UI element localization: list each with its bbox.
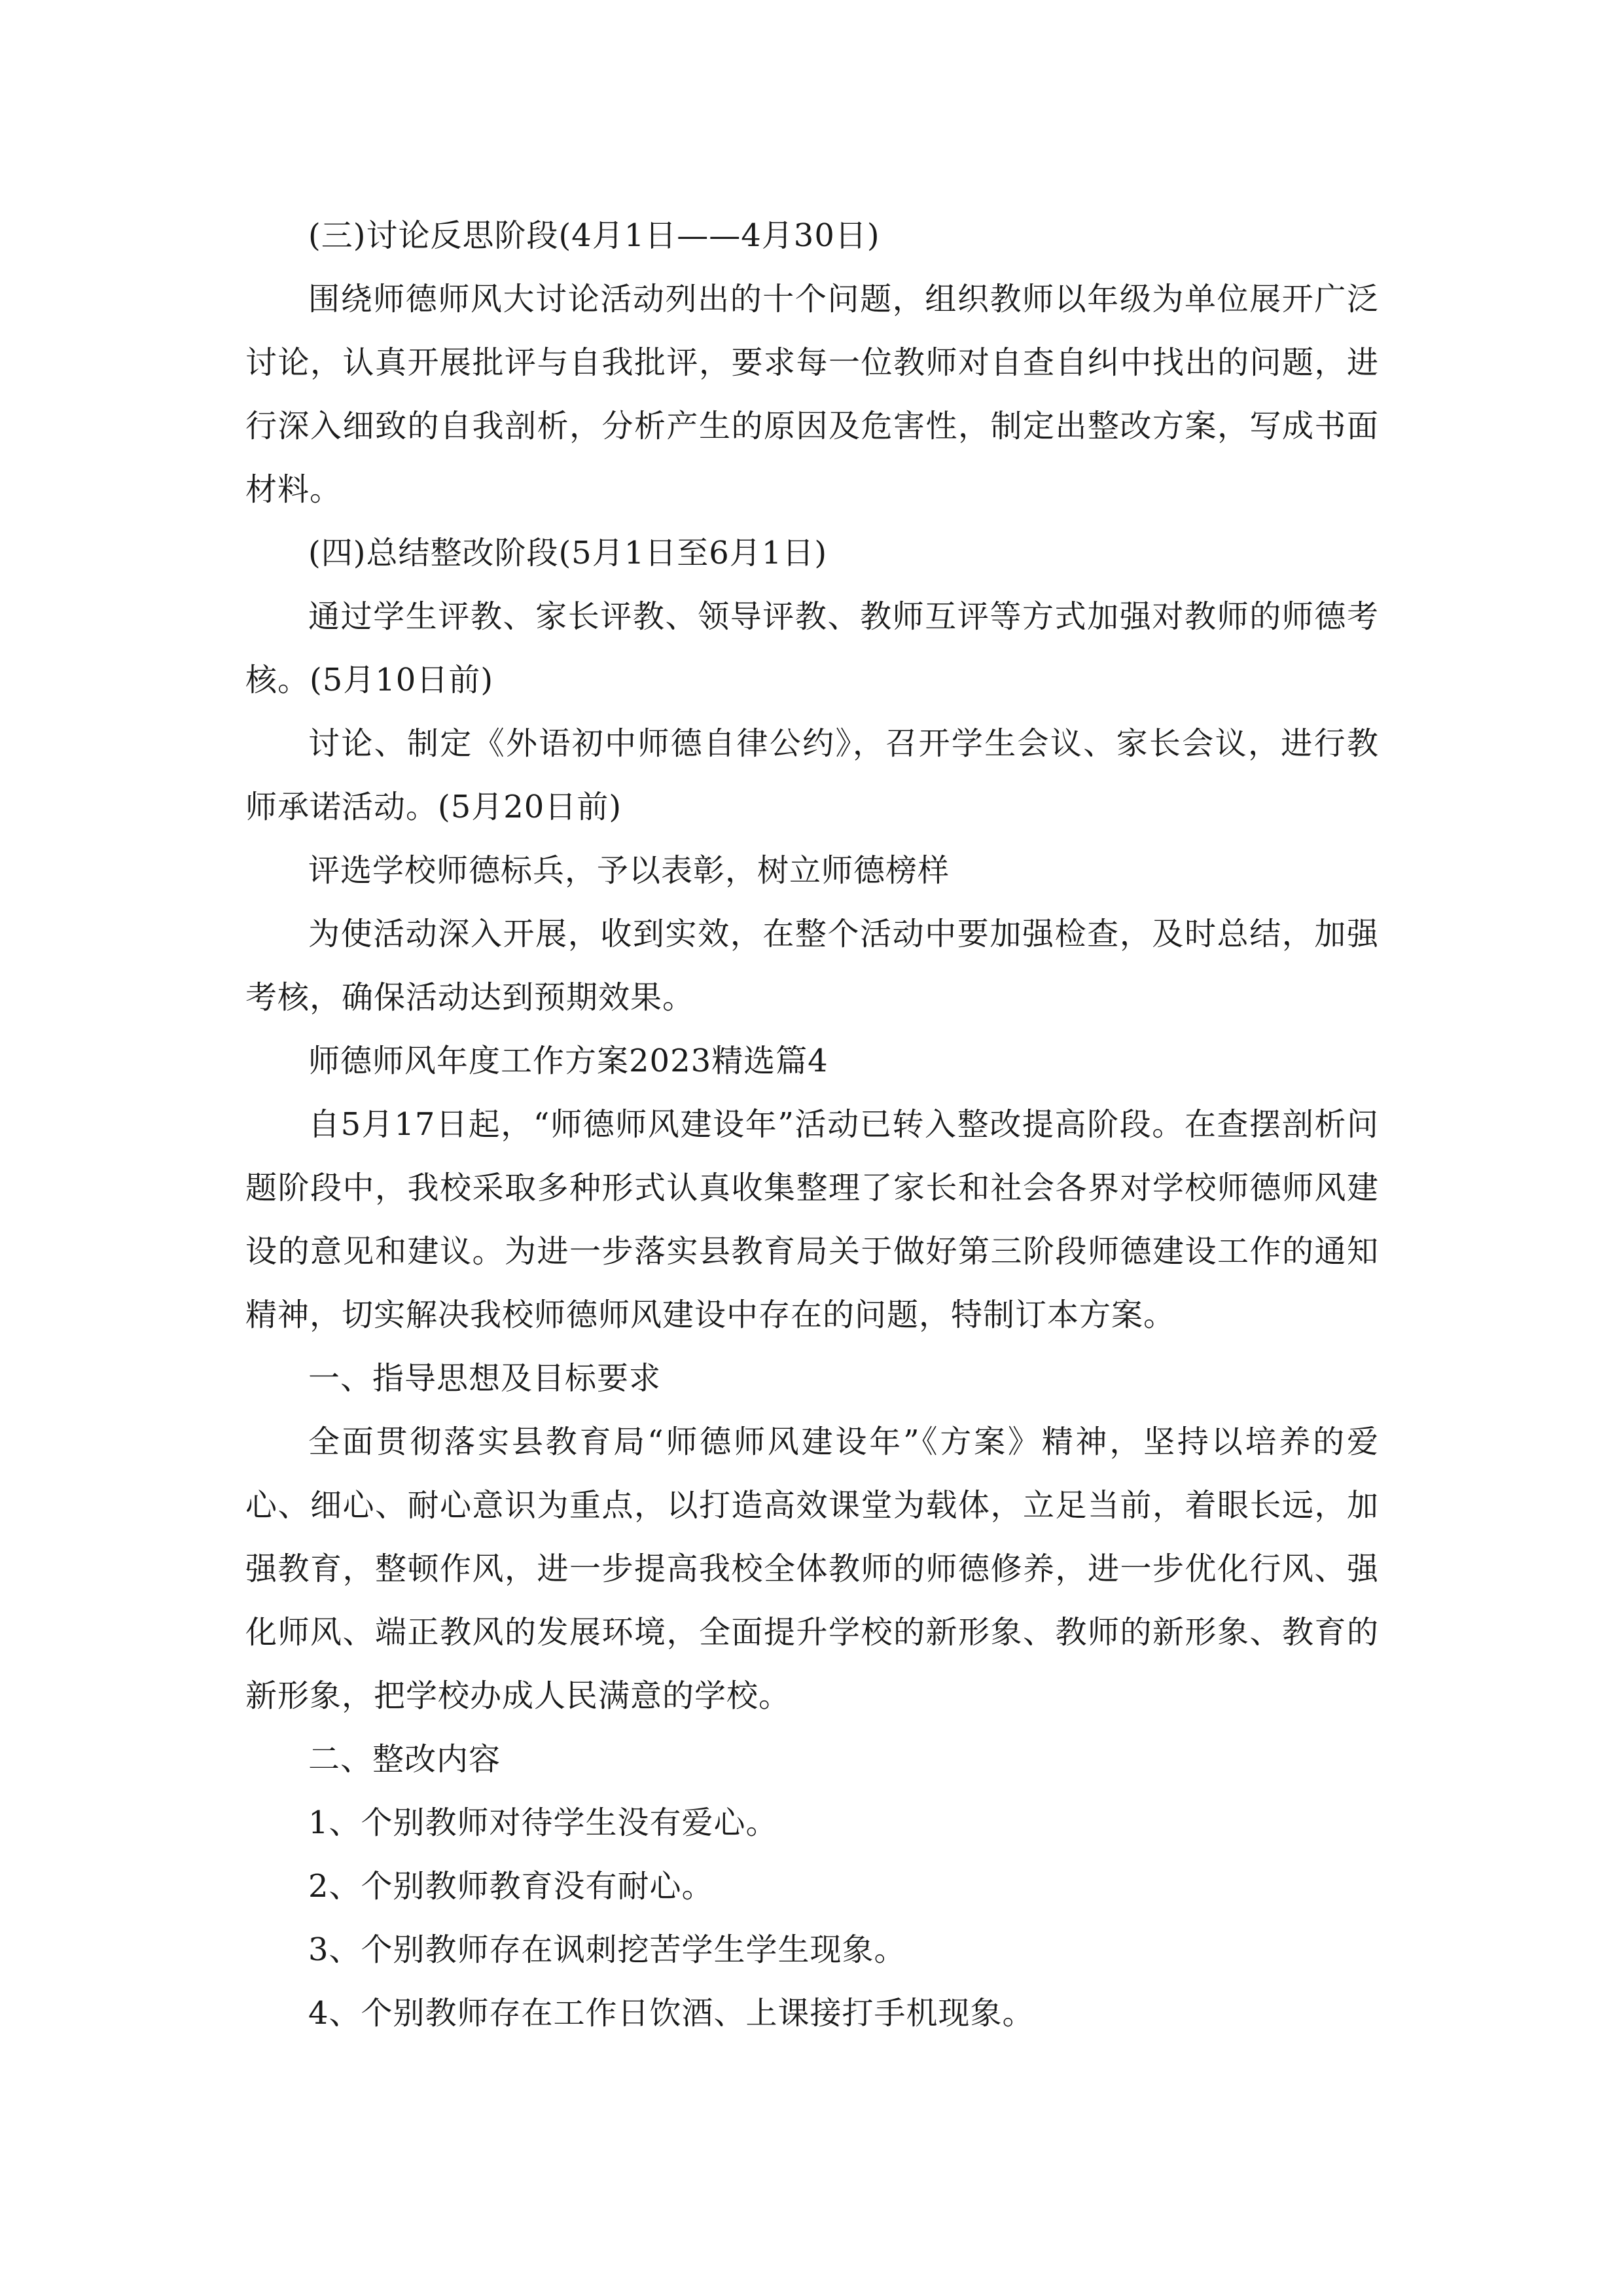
list-item-3: 3、个别教师存在讽刺挖苦学生学生现象。	[308, 1931, 906, 1968]
paragraph-evaluation: 通过学生评教、家长评教、领导评教、教师互评等方式加强对教师的师德考核。(5月10日前)	[245, 598, 1379, 698]
paragraph-inspection: 为使活动深入开展，收到实效，在整个活动中要加强检查，及时总结，加强考核，确保活动达到预期效果。	[245, 916, 1379, 1016]
list-item-1: 1、个别教师对待学生没有爱心。	[308, 1804, 778, 1841]
list-item-4: 4、个别教师存在工作日饮酒、上课接打手机现象。	[308, 1995, 1035, 2032]
section-heading-summary-stage: (四)总结整改阶段(5月1日至6月1日)	[308, 535, 828, 571]
section-heading-discussion-stage: (三)讨论反思阶段(4月1日——4月30日)	[308, 217, 880, 254]
paragraph-guiding-ideas: 全面贯彻落实县教育局“师德师风建设年”《方案》精神，坚持以培养的爱心、细心、耐心意识为重点，以打造高效课堂为载体，立足当前，着眼长远，加强教育，整顿作风，进一步提高我校全体教师的师德修养，进一步优化行风、强化师风、端正教风的发展环境，全面提升学校的新形象、教师的新形象、教育的新形象，把学校办成人民满意的学校。	[245, 1424, 1379, 1714]
section-heading-rectification-content: 二、整改内容	[308, 1741, 501, 1778]
list-item-2: 2、个别教师教育没有耐心。	[308, 1868, 714, 1905]
paragraph-model-teachers: 评选学校师德标兵，予以表彰，树立师德榜样	[308, 852, 950, 889]
paragraph-introduction: 自5月17日起，“师德师风建设年”活动已转入整改提高阶段。在查摆剖析问题阶段中，我校采取多种形式认真收集整理了家长和社会各界对学校师德师风建设的意见和建议。为进一步落实县教育局关于做好第三阶段师德建设工作的通知精神，切实解决我校师德师风建设中存在的问题，特制订本方案。	[245, 1106, 1379, 1333]
document-body	[245, 204, 1379, 2045]
section-heading-guiding-ideas: 一、指导思想及目标要求	[308, 1360, 662, 1397]
article-title-part4: 师德师风年度工作方案2023精选篇4	[308, 1043, 829, 1079]
paragraph-discussion-details: 围绕师德师风大讨论活动列出的十个问题，组织教师以年级为单位展开广泛讨论，认真开展批评与自我批评，要求每一位教师对自查自纠中找出的问题，进行深入细致的自我剖析，分析产生的原因及危害性，制定出整改方案，写成书面材料。	[245, 281, 1379, 508]
paragraph-convention: 讨论、制定《外语初中师德自律公约》，召开学生会议、家长会议，进行教师承诺活动。(5月20日前)	[245, 725, 1379, 825]
